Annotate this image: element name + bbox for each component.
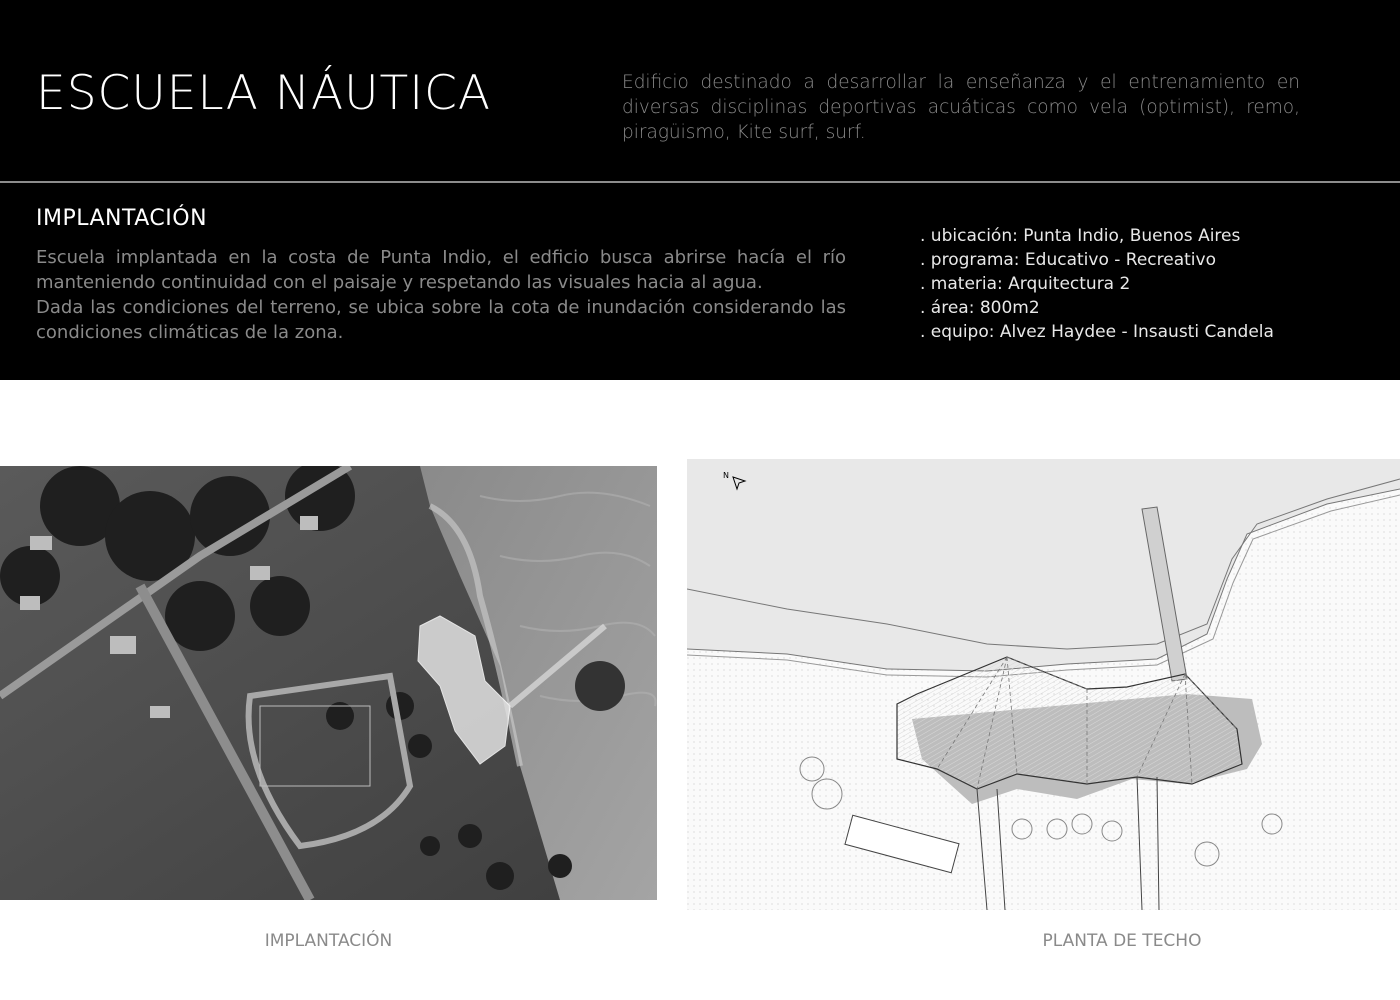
fact-programa: . programa: Educativo - Recreativo bbox=[920, 250, 1216, 270]
project-facts-list bbox=[920, 224, 1380, 344]
fact-equipo: . equipo: Alvez Haydee - Insausti Candela bbox=[920, 322, 1274, 342]
description-paragraph-2: Dada las condiciones del terreno, se ubica sobre la cota de inundación considerando las condiciones climáticas de la zona. bbox=[36, 297, 846, 343]
section-title: IMPLANTACIÓN bbox=[36, 206, 208, 231]
caption-planta-de-techo: PLANTA DE TECHO bbox=[1042, 931, 1202, 951]
fact-area: . área: 800m2 bbox=[920, 298, 1040, 318]
caption-implantacion: IMPLANTACIÓN bbox=[264, 931, 393, 951]
page-title: ESCUELA NÁUTICA bbox=[36, 66, 492, 121]
fact-ubicacion: . ubicación: Punta Indio, Buenos Aires bbox=[920, 226, 1241, 246]
intro-text: Edificio destinado a desarrollar la enseñanza y el entrenamiento en diversas disciplinas deportivas acuáticas como vela (optimist), remo, piragüismo, Kite surf, surf. bbox=[622, 72, 1300, 143]
north-label: N bbox=[723, 471, 729, 480]
aerial-site-image bbox=[0, 466, 657, 900]
section-description bbox=[36, 245, 846, 345]
description-paragraph-1: Escuela implantada en la costa de Punta Indio, el edficio busca abrirse hacía el río manteniendo continuidad con el paisaje y respetando las visuales hacia al agua. bbox=[36, 247, 846, 293]
roof-plan-drawing bbox=[687, 459, 1400, 910]
fact-materia: . materia: Arquitectura 2 bbox=[920, 274, 1131, 294]
